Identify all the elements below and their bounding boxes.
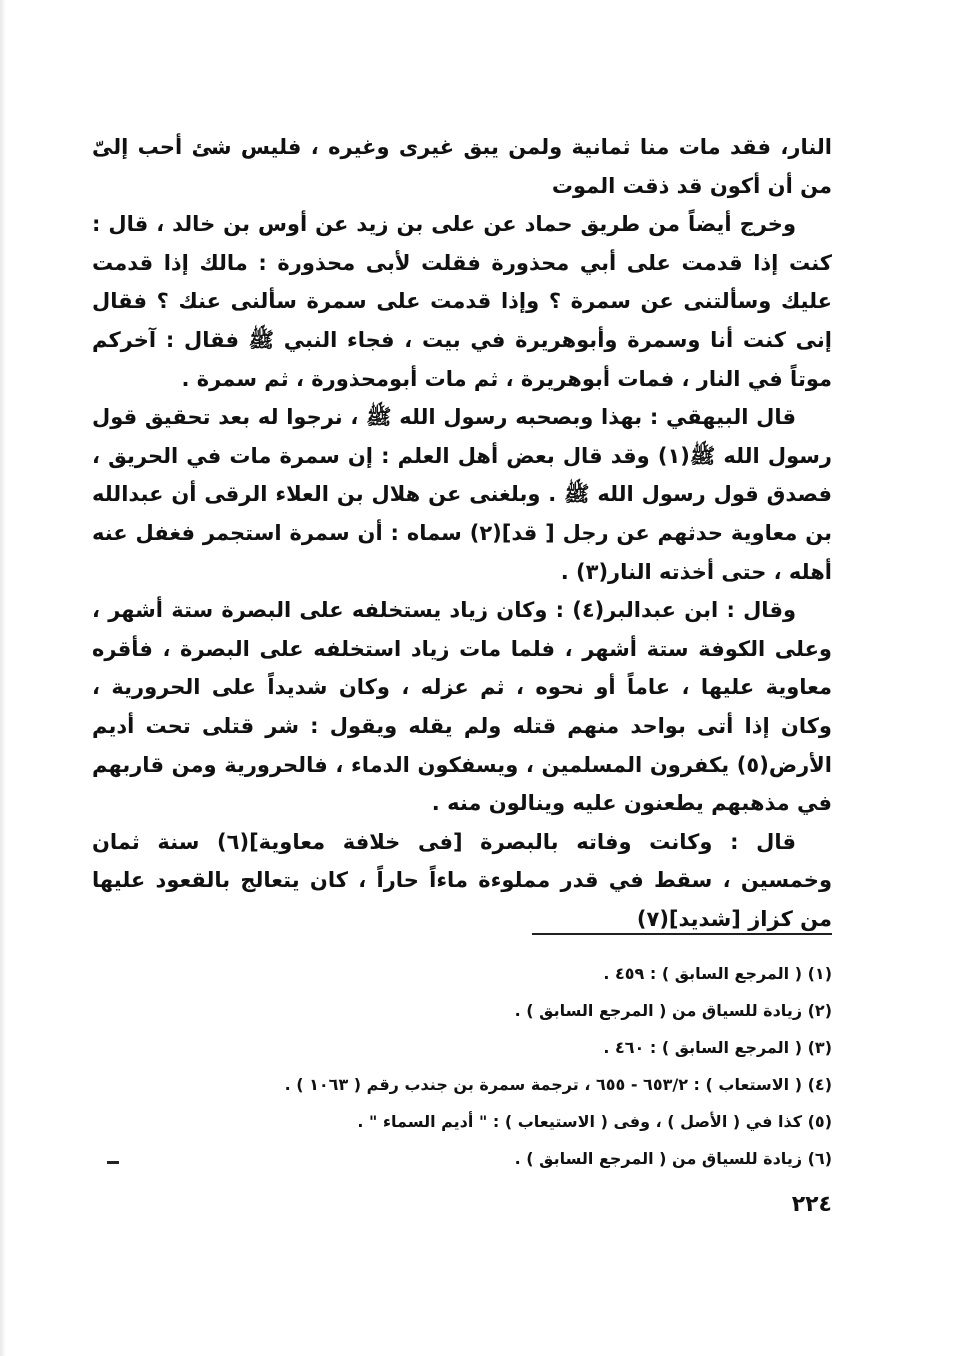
paragraph: وخرج أيضاً من طريق حماد عن على بن زيد عن أوس بن خالد ، قال : كنت إذا قدمت على أبي محذورة فقلت لأبى محذورة : مالك إذا قدمت عليك وسألتنى عن سمرة ؟ وإذا قدمت على سمرة سألنى عنك ؟ فقال إنى كنت أنا وسمرة وأبوهريرة في بيت ، فجاء النبي ﷺ فقال : آخركم موتاً في النار ، فمات أبوهريرة ، ثم مات أبومحذورة ، ثم سمرة .: [92, 212, 832, 391]
main-text: [92, 128, 832, 938]
page-number: ٢٢٤: [791, 1192, 832, 1217]
footnote: (٣) ( المرجع السابق ) : ٤٦٠ .: [603, 1038, 832, 1057]
footnote: (٦) زيادة للسياق من ( المرجع السابق ) .: [514, 1149, 832, 1168]
footnote: (١) ( المرجع السابق ) : ٤٥٩ .: [603, 964, 832, 983]
paragraph: قال : وكانت وفاته بالبصرة [فى خلافة معاوية](٦) سنة ثمان وخمسين ، سقط في قدر مملوءة ماءاً حاراً ، كان يتعالج بالقعود عليها من كزاز [شديد](٧): [92, 829, 832, 931]
margin-dash-mark: [107, 1161, 119, 1164]
footnote: (٢) زيادة للسياق من ( المرجع السابق ) .: [514, 1001, 832, 1020]
footnote: (٥) كذا في ( الأصل ) ، وفى ( الاستيعاب ) : " أديم السماء " .: [357, 1112, 832, 1131]
paragraph: النار، فقد مات منا ثمانية ولمن يبق غيرى وغيره ، فليس شئ أحب إلىّ من أن أكون قد ذقت الموت: [92, 135, 832, 198]
footnotes: [92, 955, 832, 1177]
footnote-separator: [532, 933, 832, 935]
footnote: (٤) ( الاستعاب ) : ٦٥٣/٢ - ٦٥٥ ، ترجمة سمرة بن جندب رقم ( ١٠٦٣ ) .: [284, 1075, 832, 1094]
paragraph: قال البيهقي : بهذا وبصحبه رسول الله ﷺ ، نرجوا له بعد تحقيق قول رسول الله ﷺ(١) وقد قال بعض أهل العلم : إن سمرة مات في الحريق ، فصدق قول رسول الله ﷺ . وبلغنى عن هلال بن العلاء الرقى أن عبدالله بن معاوية حدثهم عن رجل [ قد](٢) سماه : أن سمرة استجمر فغفل عنه أهله ، حتى أخذته النار(٣) .: [92, 405, 833, 584]
paragraph: وقال : ابن عبدالبر(٤) : وكان زياد يستخلفه على البصرة ستة أشهر ، وعلى الكوفة ستة أشهر ، فلما مات زياد استخلفه على البصرة ، فأقره معاوية عليها ، عاماً أو نحوه ، ثم عزله ، وكان شديداً على الحرورية ، وكان إذا أتى بواحد منهم قتله ولم يقله ويقول : شر قتلى تحت أديم الأرض(٥) يكفرون المسلمين ، ويسفكون الدماء ، فالحرورية ومن قاربهم في مذهبهم يطعنون عليه وينالون منه .: [92, 598, 832, 816]
scan-edge-shadow: [0, 0, 6, 1356]
